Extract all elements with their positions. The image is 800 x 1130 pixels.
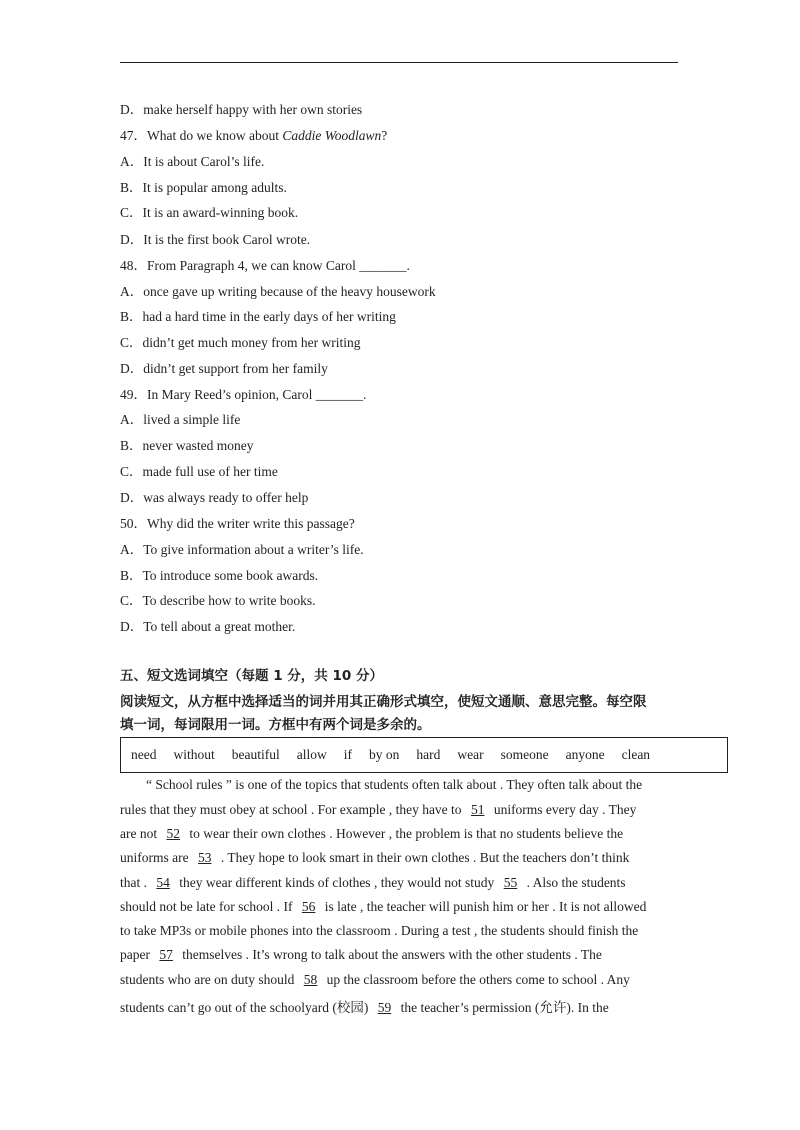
blank-59: 59 [377,1000,392,1015]
passage-text: . They hope to look smart in their own clothes . But the teachers don’t think [217,850,630,865]
passage-text: rules that they must obey at school . For example , they have to [120,802,465,817]
question-50: 50．Why did the writer write this passage? [120,516,355,531]
passage-text: the teacher’s permission (允许). In the [397,1000,609,1015]
word-box [120,737,728,773]
section-instruction-1: 阅读短文，从方框中选择适当的词并用其正确形式填空，使短文通顺、意思完整。每空限 [120,694,647,710]
section-instruction-2: 填一词，每词限用一词。方框中有两个词是多余的。 [120,717,431,733]
passage-line [120,972,630,988]
passage-line [120,802,636,818]
blank-52: 52 [166,826,180,841]
option-50b: B．To introduce some book awards. [120,568,319,583]
question-47 [120,124,387,144]
option-48d: D．didn’t get support from her family [120,361,328,376]
option-47a: A．It is about Carol’s life. [120,154,265,169]
passage-text: that . [120,875,151,890]
passage-text: . Also the students [523,875,626,890]
passage-line [120,875,626,891]
passage-text: students can’t go out of the schoolyard (校园) [120,1000,372,1015]
option-48a: A．once gave up writing because of the heavy housework [120,284,436,299]
word-box-item: allow [296,747,327,762]
option-50a: A．To give information about a writer’s life. [120,542,364,557]
option-48c: C．didn’t get much money from her writing [120,335,361,350]
option-49a: A．lived a simple life [120,412,241,427]
option-49d: D．was always ready to offer help [120,490,309,505]
passage-text: they wear different kinds of clothes , they would not study [175,875,498,890]
word-box-item: clean [621,747,651,762]
book-title: Caddie Woodlawn [282,128,382,143]
blank-53: 53 [197,850,212,865]
passage-text: themselves . It’s wrong to talk about the answers with the other students . The [178,947,602,962]
option-47c: C．It is an award-winning book. [120,205,299,220]
passage-text: is late , the teacher will punish him or her . It is not allowed [321,899,647,914]
option-49b: B．never wasted money [120,438,254,453]
question-48: 48．From Paragraph 4, we can know Carol _______. [120,258,410,273]
option-46d: D．make herself happy with her own stories [120,102,363,117]
blank-55: 55 [503,875,518,890]
word-box-item: without [173,747,215,762]
passage-text: students who are on duty should [120,972,298,987]
option-48b: B．had a hard time in the early days of her writing [120,309,396,324]
passage-text: should not be late for school . If [120,899,296,914]
word-box-item: anyone [565,747,605,762]
word-box-item: hard [416,747,441,762]
question-47-text: 47．What do we know about [120,128,283,143]
passage-line [120,826,623,842]
blank-51: 51 [470,802,485,817]
passage-text: are not [120,826,161,841]
passage-text: uniforms every day . They [490,802,637,817]
passage-line [120,850,629,866]
passage-line: “ School rules ” is one of the topics that students often talk about . They often talk about the [146,777,643,792]
passage-text: paper [120,947,154,962]
section-title: 五、短文选词填空（每题 1 分，共 10 分） [120,668,383,684]
blank-57: 57 [159,947,173,962]
word-box-item: someone [500,747,549,762]
word-box-item: beautiful [231,747,280,762]
header-rule [120,62,678,63]
passage-text: up the classroom before the others come to school . Any [323,972,630,987]
option-50d: D．To tell about a great mother. [120,619,296,634]
passage-text: to wear their own clothes . However , the problem is that no students believe the [185,826,624,841]
question-47-end: ? [381,128,388,143]
question-49: 49．In Mary Reed’s opinion, Carol _______. [120,387,367,402]
option-47d: D．It is the first book Carol wrote. [120,232,311,247]
word-box-item: wear [457,747,484,762]
option-49c: C．made full use of her time [120,464,278,479]
passage-line: to take MP3s or mobile phones into the classroom . During a test , the students should finish the [120,923,639,938]
option-50c: C．To describe how to write books. [120,593,316,608]
passage-text: uniforms are [120,850,192,865]
word-box-item: need [131,747,157,762]
blank-56: 56 [301,899,316,914]
word-box-item: by on [368,747,400,762]
option-47b: B．It is popular among adults. [120,180,287,195]
passage-line [120,947,602,963]
blank-54: 54 [156,875,170,890]
passage-line [120,899,646,915]
word-box-item: if [343,747,352,762]
passage-line [120,996,609,1016]
blank-58: 58 [303,972,318,987]
